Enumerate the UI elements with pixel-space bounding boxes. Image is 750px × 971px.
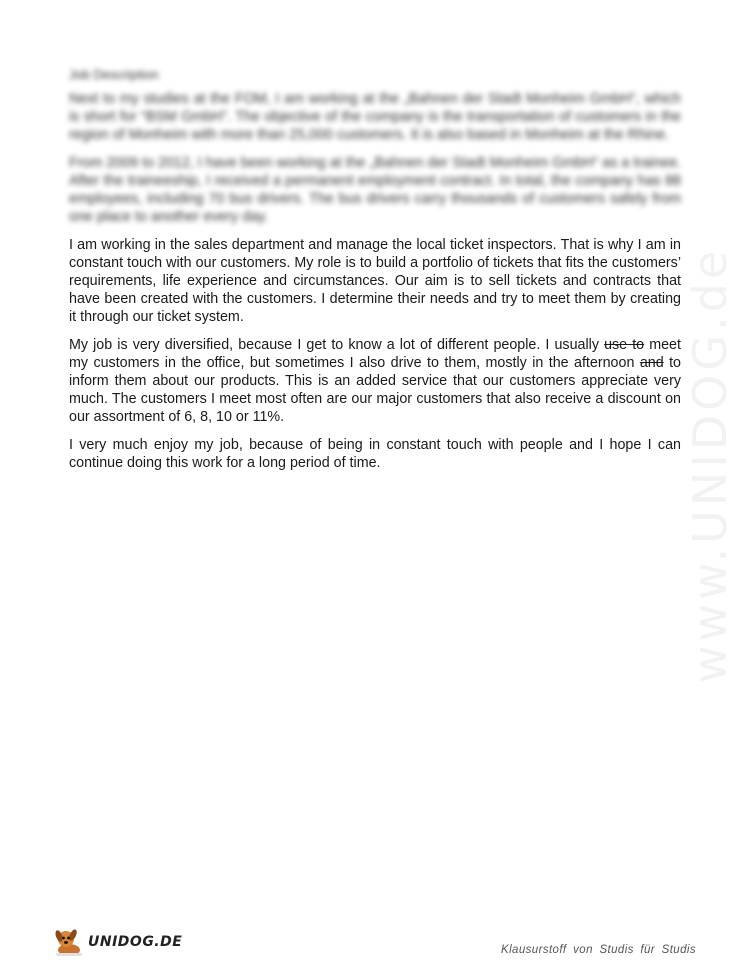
- text-segment: My job is very diversified, because I get to know a lot of different people. I usually: [69, 337, 605, 353]
- blurred-paragraph-2: From 2009 to 2012, I have been working at the „Bahnen der Stadt Monheim GmbH“ as a trainee. After the traineeship, I received a permanent employment contract. In total, the company has 88 employees, including 70 bus drivers. The bus drivers carry thousands of customers safely from one place to another every day.: [69, 155, 681, 225]
- strikethrough-text: use to: [604, 337, 645, 353]
- blurred-paragraph-1: Next to my studies at the FOM, I am working at the „Bahnen der Stadt Monheim GmbH“, which is short for “BSM GmbH”. The objective of the company is the transportation of customers in the region of Monheim with more than 25,000 customers. It is also based in Monheim at the Rhine.: [69, 91, 681, 143]
- document-body: [69, 66, 681, 482]
- document-heading: Job Description: [69, 67, 159, 82]
- strikethrough-text: and: [639, 355, 664, 371]
- text-segment: to inform them about our products. This is an added service that our customers appreciate very much. The customers I meet most often are our major customers that also receive a discount on our assortment of 6, 8, 10 or 11%.: [69, 355, 681, 425]
- paragraph-enjoy-job: I very much enjoy my job, because of being in constant touch with people and I hope I can continue doing this work for a long period of time.: [69, 437, 681, 471]
- watermark: [683, 246, 737, 684]
- paragraph-job-diversified: [69, 336, 681, 426]
- paragraph-sales-department: I am working in the sales department and manage the local ticket inspectors. That is why I am in constant touch with our customers. My role is to build a portfolio of tickets that fits the customers’ requirements, life experience and circumstances. Our aim is to sell tickets and contracts that have been created with the customers. I determine their needs and try to meet them by creating it through our ticket system.: [69, 237, 681, 325]
- dog-mascot-icon: [52, 926, 86, 958]
- watermark-text: www.UNIDOG.de: [683, 246, 737, 684]
- unidog-logo: [52, 926, 192, 958]
- footer-tagline: Klausurstoff von Studis für Studis: [501, 944, 696, 956]
- logo-text: UNIDOG.DE: [88, 934, 183, 950]
- text-segment: meet my customers in the office, but sometimes I also drive to them, mostly in the afternoon: [69, 337, 681, 371]
